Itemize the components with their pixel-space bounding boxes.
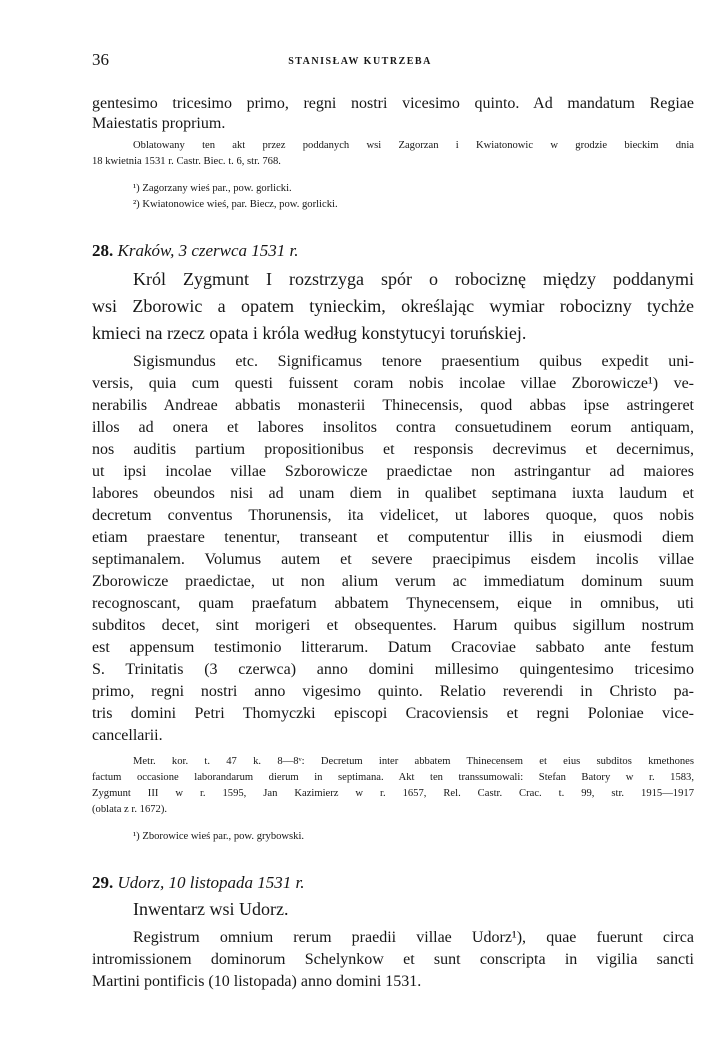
prev-doc-line: Maiestatis proprium. <box>92 115 226 132</box>
doc-body-line: decretum conventus Thorunensis, ita videlicet, ut labores quoque, quos nobis <box>92 507 694 524</box>
prev-doc-line: gentesimo tricesimo primo, regni nostri vicesimo quinto. Ad mandatum Regiae <box>92 95 694 112</box>
doc-body-line: etiam praestare tenentur, transeant et computentur illis in eiusmodi diem <box>92 529 694 546</box>
doc-body-line: intromissionem dominorum Schelynkow et sunt conscripta in vigilia sancti <box>92 951 694 968</box>
doc-28-header <box>92 240 694 262</box>
doc-29-header <box>92 872 694 894</box>
doc-number: 29. <box>92 873 114 892</box>
doc-body-line: recognoscant, quam praefatum abbatem Thynecensem, eique in omnibus, uti <box>92 595 694 612</box>
doc-body-line: ut ipsi incolae villae Szborowicze praedictae non astringantur ad maiores <box>92 463 694 480</box>
prev-doc-note: Oblatowany ten akt przez poddanych wsi Zagorzan i Kwiatonowic w grodzie bieckim dnia <box>133 140 694 151</box>
doc-footnote: ¹) Zborowice wieś par., pow. grybowski. <box>133 831 305 842</box>
doc-body-line: labores obeundos nisi ad unam diem in qualibet septimana iuxta laudum et <box>92 485 694 502</box>
doc-heading: Udorz, 10 listopada 1531 r. <box>117 873 305 892</box>
doc-body-line: S. Trinitatis (3 czerwca) anno domini millesimo quingentesimo tricesimo <box>92 661 694 678</box>
doc-body-line: nerabilis Andreae abbatis monasterii Thinecensis, quod abbas ipse astringeret <box>92 397 694 414</box>
page-number: 36 <box>92 50 109 69</box>
doc-body-line: Sigismundus etc. Significamus tenore praesentium quibus expedit uni- <box>133 353 694 370</box>
doc-body-line: Martini pontificis (10 listopada) anno domini 1531. <box>92 973 422 990</box>
doc-body-line: primo, regni nostri anno vigesimo quinto. Relatio reverendi in Christo pa- <box>92 683 694 700</box>
doc-body-line: nos auditis partium propositionibus et responsis decrevimus et decernimus, <box>92 441 694 458</box>
doc-body-line: cancellarii. <box>92 727 163 744</box>
doc-summary-line: wsi Zborowic a opatem tynieckim, określając wymiar robocizny tychże <box>92 296 694 316</box>
doc-body-line: Registrum omnium rerum praedii villae Udorz¹), quae fuerunt circa <box>133 929 694 946</box>
doc-body-line: versis, quia cum questi fuissent coram nobis incolae villae Zborowicze¹) ve- <box>92 375 694 392</box>
doc-note-line: Metr. kor. t. 47 k. 8—8ᵛ: Decretum inter abbatem Thinecensem et eius subditos kmethones <box>133 756 694 767</box>
prev-doc-footnote: ¹) Zagorzany wieś par., pow. gorlicki. <box>133 183 292 194</box>
doc-summary-line: Król Zygmunt I rozstrzyga spór o robociznę między poddanymi <box>133 269 694 289</box>
doc-number: 28. <box>92 241 114 260</box>
prev-doc-note: 18 kwietnia 1531 r. Castr. Biec. t. 6, str. 768. <box>92 156 281 167</box>
doc-note-line: factum occasione laborandarum dierum in septimana. Akt ten transsumowali: Stefan Batory w r. 1583, <box>92 772 694 783</box>
doc-body-line: est appensum testimonio litterarum. Datum Cracoviae sabbato ante festum <box>92 639 694 656</box>
doc-heading: Kraków, 3 czerwca 1531 r. <box>117 241 299 260</box>
doc-note-line: Zygmunt III w r. 1595, Jan Kazimierz w r. 1657, Rel. Castr. Crac. t. 99, str. 1915—1917 <box>92 788 694 799</box>
prev-doc-footnote: ²) Kwiatonowice wieś, par. Biecz, pow. gorlicki. <box>133 199 338 210</box>
doc-body-line: Zborowicze praedictae, ut non alium verum ac immediatum dominum suum <box>92 573 694 590</box>
doc-summary-line: Inwentarz wsi Udorz. <box>133 899 289 919</box>
doc-body-line: tris domini Petri Thomyczki episcopi Cracoviensis et regni Poloniae vice- <box>92 705 694 722</box>
doc-body-line: illos ad onera et labores insolitos contra consuetudinem eorum antiquam, <box>92 419 694 436</box>
doc-body-line: subditos decet, sint morigeri et obsequentes. Harum quibus sigillum nostrum <box>92 617 694 634</box>
doc-note-line: (oblata z r. 1672). <box>92 804 168 815</box>
doc-summary-line: kmieci na rzecz opata i króla według konstytucyi toruńskiej. <box>92 323 527 343</box>
doc-body-line: septimanalem. Volumus autem et severe praecipimus eisdem incolis villae <box>92 551 694 568</box>
running-title: STANISŁAW KUTRZEBA <box>288 56 432 67</box>
